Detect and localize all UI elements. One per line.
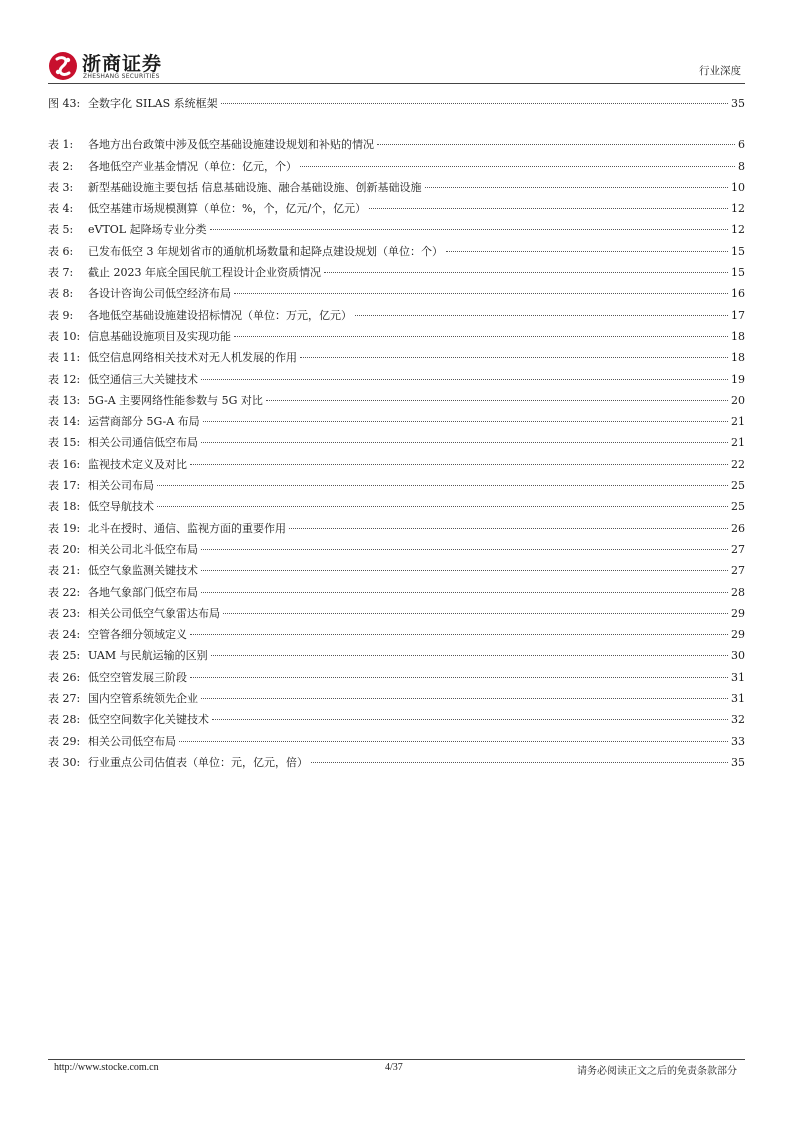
- toc-leader: [201, 570, 728, 571]
- toc-title: 截止 2023 年底全国民航工程设计企业资质情况: [88, 266, 321, 280]
- toc-entry-table[interactable]: [48, 667, 745, 688]
- toc-label: 表 3:: [48, 180, 74, 194]
- toc-leader: [201, 549, 728, 550]
- toc-label: 表 20:: [48, 542, 81, 556]
- toc-page: 19: [731, 372, 745, 386]
- toc-title: 低空空间数字化关键技术: [88, 713, 209, 727]
- toc-entry-table[interactable]: [48, 624, 745, 645]
- toc-title: 运营商部分 5G-A 布局: [88, 415, 200, 429]
- toc-entry-table[interactable]: [48, 262, 745, 283]
- toc-label: 表 24:: [48, 628, 81, 642]
- toc-entry-table[interactable]: [48, 582, 745, 603]
- toc-title: 已发布低空 3 年规划省市的通航机场数量和起降点建设规划（单位：个）: [88, 244, 443, 258]
- toc-title: 低空通信三大关键技术: [88, 372, 198, 386]
- toc-leader: [211, 655, 728, 656]
- toc-page: 16: [731, 287, 745, 301]
- toc-label: 表 26:: [48, 670, 81, 684]
- toc-label: 表 11:: [48, 351, 81, 365]
- toc-entry-table[interactable]: [48, 560, 745, 581]
- toc-entry-table[interactable]: [48, 283, 745, 304]
- toc-title: 各地方出台政策中涉及低空基础设施建设规划和补贴的情况: [88, 138, 374, 152]
- toc-entry-table[interactable]: [48, 688, 745, 709]
- zheshang-logo-icon: [48, 51, 78, 81]
- toc-leader: [212, 719, 728, 720]
- toc-entry-table[interactable]: [48, 731, 745, 752]
- toc-entry-table[interactable]: [48, 709, 745, 730]
- toc-leader: [190, 677, 728, 678]
- website-link[interactable]: http://www.stocke.com.cn: [54, 1062, 159, 1073]
- toc-leader: [377, 144, 735, 145]
- table-of-contents: [48, 93, 745, 773]
- toc-title: 低空基建市场规模测算（单位：%，个，亿元/个，亿元）: [88, 202, 367, 216]
- toc-leader: [157, 485, 728, 486]
- toc-leader: [190, 634, 728, 635]
- toc-leader: [300, 357, 728, 358]
- toc-page: 15: [731, 244, 745, 258]
- toc-title: 相关公司低空气象雷达布局: [88, 606, 220, 620]
- toc-title: 低空空管发展三阶段: [88, 670, 187, 684]
- toc-label: 表 10:: [48, 329, 81, 343]
- toc-leader: [311, 762, 728, 763]
- toc-page: 21: [731, 415, 745, 429]
- toc-leader: [223, 613, 728, 614]
- page-header: [48, 46, 745, 92]
- toc-leader: [201, 442, 728, 443]
- toc-title: 信息基础设施项目及实现功能: [88, 329, 231, 343]
- toc-entry-table[interactable]: [48, 432, 745, 453]
- toc-title: 各设计咨询公司低空经济布局: [88, 287, 231, 301]
- toc-page: 35: [731, 755, 745, 769]
- toc-title: 各地低空基础设施建设招标情况（单位：万元，亿元）: [88, 308, 352, 322]
- toc-entry-table[interactable]: [48, 241, 745, 262]
- toc-leader: [221, 103, 728, 104]
- toc-title: 监视技术定义及对比: [88, 457, 187, 471]
- toc-label: 表 5:: [48, 223, 74, 237]
- toc-title: 国内空管系统领先企业: [88, 692, 198, 706]
- toc-leader: [201, 379, 728, 380]
- toc-page: 27: [731, 542, 745, 556]
- toc-entry-table[interactable]: [48, 326, 745, 347]
- page-footer: [48, 1062, 745, 1082]
- toc-entry-table[interactable]: [48, 411, 745, 432]
- toc-page: 20: [731, 393, 745, 407]
- toc-leader: [289, 528, 728, 529]
- toc-entry-table[interactable]: [48, 177, 745, 198]
- toc-title: 低空信息网络相关技术对无人机发展的作用: [88, 351, 297, 365]
- toc-entry-table[interactable]: [48, 645, 745, 666]
- toc-leader: [425, 187, 729, 188]
- toc-label: 表 4:: [48, 202, 74, 216]
- toc-label: 表 8:: [48, 287, 74, 301]
- toc-leader: [157, 506, 728, 507]
- toc-label: 表 25:: [48, 649, 81, 663]
- toc-title: eVTOL 起降场专业分类: [88, 223, 207, 237]
- toc-entry-table[interactable]: [48, 603, 745, 624]
- toc-title: 各地气象部门低空布局: [88, 585, 198, 599]
- toc-page: 10: [731, 180, 745, 194]
- toc-entry-table[interactable]: [48, 539, 745, 560]
- toc-page: 32: [731, 713, 745, 727]
- toc-label: 表 6:: [48, 244, 74, 258]
- toc-label: 表 19:: [48, 521, 81, 535]
- toc-label: 表 1:: [48, 138, 74, 152]
- toc-page: 31: [731, 670, 745, 684]
- page-number: 4/37: [385, 1062, 403, 1073]
- toc-page: 12: [731, 223, 745, 237]
- toc-title: 相关公司北斗低空布局: [88, 542, 198, 556]
- toc-leader: [446, 251, 728, 252]
- toc-label: 表 15:: [48, 436, 81, 450]
- toc-title: 相关公司布局: [88, 479, 154, 493]
- toc-page: 21: [731, 436, 745, 450]
- toc-entry-table[interactable]: [48, 454, 745, 475]
- toc-leader: [369, 208, 728, 209]
- toc-page: 26: [731, 521, 745, 535]
- toc-page: 29: [731, 606, 745, 620]
- toc-entry-table[interactable]: [48, 518, 745, 539]
- toc-label: 表 27:: [48, 692, 81, 706]
- toc-entry-table[interactable]: [48, 390, 745, 411]
- toc-title: 相关公司通信低空布局: [88, 436, 198, 450]
- brand-logo: [48, 46, 168, 86]
- brand-name-en: ZHESHANG SECURITIES: [83, 73, 160, 80]
- toc-page: 28: [731, 585, 745, 599]
- toc-label: 表 29:: [48, 734, 81, 748]
- toc-label: 表 2:: [48, 159, 74, 173]
- toc-entry-table[interactable]: [48, 198, 745, 219]
- toc-entry-table[interactable]: [48, 347, 745, 368]
- toc-label: 表 28:: [48, 713, 81, 727]
- toc-label: 表 12:: [48, 372, 81, 386]
- toc-label: 表 7:: [48, 266, 74, 280]
- toc-title: 低空气象监测关键技术: [88, 564, 198, 578]
- toc-title: 行业重点公司估值表（单位：元，亿元，倍）: [88, 755, 308, 769]
- toc-page: 35: [731, 97, 745, 110]
- toc-page: 6: [738, 138, 745, 152]
- toc-leader: [324, 272, 728, 273]
- toc-leader: [179, 741, 728, 742]
- toc-title: 相关公司低空布局: [88, 734, 176, 748]
- footer-divider: [48, 1059, 745, 1060]
- toc-page: 27: [731, 564, 745, 578]
- toc-title: 低空导航技术: [88, 500, 154, 514]
- toc-page: 17: [731, 308, 745, 322]
- toc-leader: [201, 698, 728, 699]
- toc-leader: [300, 166, 735, 167]
- toc-label: 表 30:: [48, 755, 81, 769]
- toc-entry-table[interactable]: [48, 156, 745, 177]
- toc-page: 25: [731, 479, 745, 493]
- toc-label: 表 13:: [48, 393, 81, 407]
- toc-page: 31: [731, 692, 745, 706]
- toc-page: 18: [731, 329, 745, 343]
- brand-name-cn: 浙商证券: [82, 53, 163, 75]
- toc-page: 29: [731, 628, 745, 642]
- toc-entry-table[interactable]: [48, 752, 745, 773]
- toc-label: 表 9:: [48, 308, 74, 322]
- toc-page: 25: [731, 500, 745, 514]
- toc-leader: [201, 592, 728, 593]
- toc-label: 图 43:: [48, 97, 81, 110]
- toc-leader: [190, 464, 728, 465]
- toc-entry-table[interactable]: [48, 219, 745, 240]
- toc-label: 表 16:: [48, 457, 81, 471]
- toc-title: 新型基础设施主要包括 信息基础设施、融合基础设施、创新基础设施: [88, 180, 422, 194]
- toc-title: 空管各细分领域定义: [88, 628, 187, 642]
- toc-title: 北斗在授时、通信、监视方面的重要作用: [88, 521, 286, 535]
- toc-title: 5G-A 主要网络性能参数与 5G 对比: [88, 393, 263, 407]
- toc-leader: [203, 421, 728, 422]
- toc-entry-table[interactable]: [48, 305, 745, 326]
- header-divider: [48, 83, 745, 84]
- toc-page: 33: [731, 734, 745, 748]
- toc-label: 表 23:: [48, 606, 81, 620]
- toc-label: 表 14:: [48, 415, 81, 429]
- toc-label: 表 21:: [48, 564, 81, 578]
- toc-label: 表 17:: [48, 479, 81, 493]
- toc-page: 8: [738, 159, 745, 173]
- toc-page: 12: [731, 202, 745, 216]
- toc-page: 22: [731, 457, 745, 471]
- toc-entry-table[interactable]: [48, 475, 745, 496]
- toc-page: 18: [731, 351, 745, 365]
- toc-leader: [355, 315, 728, 316]
- toc-page: 15: [731, 266, 745, 280]
- toc-label: 表 18:: [48, 500, 81, 514]
- toc-title: 各地低空产业基金情况（单位：亿元，个）: [88, 159, 297, 173]
- toc-leader: [234, 293, 728, 294]
- toc-entry-table[interactable]: [48, 369, 745, 390]
- toc-entry-table[interactable]: [48, 496, 745, 517]
- toc-title: UAM 与民航运输的区别: [88, 649, 208, 663]
- toc-label: 表 22:: [48, 585, 81, 599]
- toc-leader: [266, 400, 728, 401]
- toc-title: 全数字化 SILAS 系统框架: [88, 97, 218, 110]
- toc-page: 30: [731, 649, 745, 663]
- toc-leader: [234, 336, 728, 337]
- toc-leader: [210, 229, 728, 230]
- toc-entry-figure-43[interactable]: [48, 93, 745, 114]
- document-type: 行业深度: [699, 65, 741, 77]
- disclaimer-note: 请务必阅读正文之后的免责条款部分: [577, 1066, 737, 1077]
- toc-entry-table[interactable]: [48, 134, 745, 155]
